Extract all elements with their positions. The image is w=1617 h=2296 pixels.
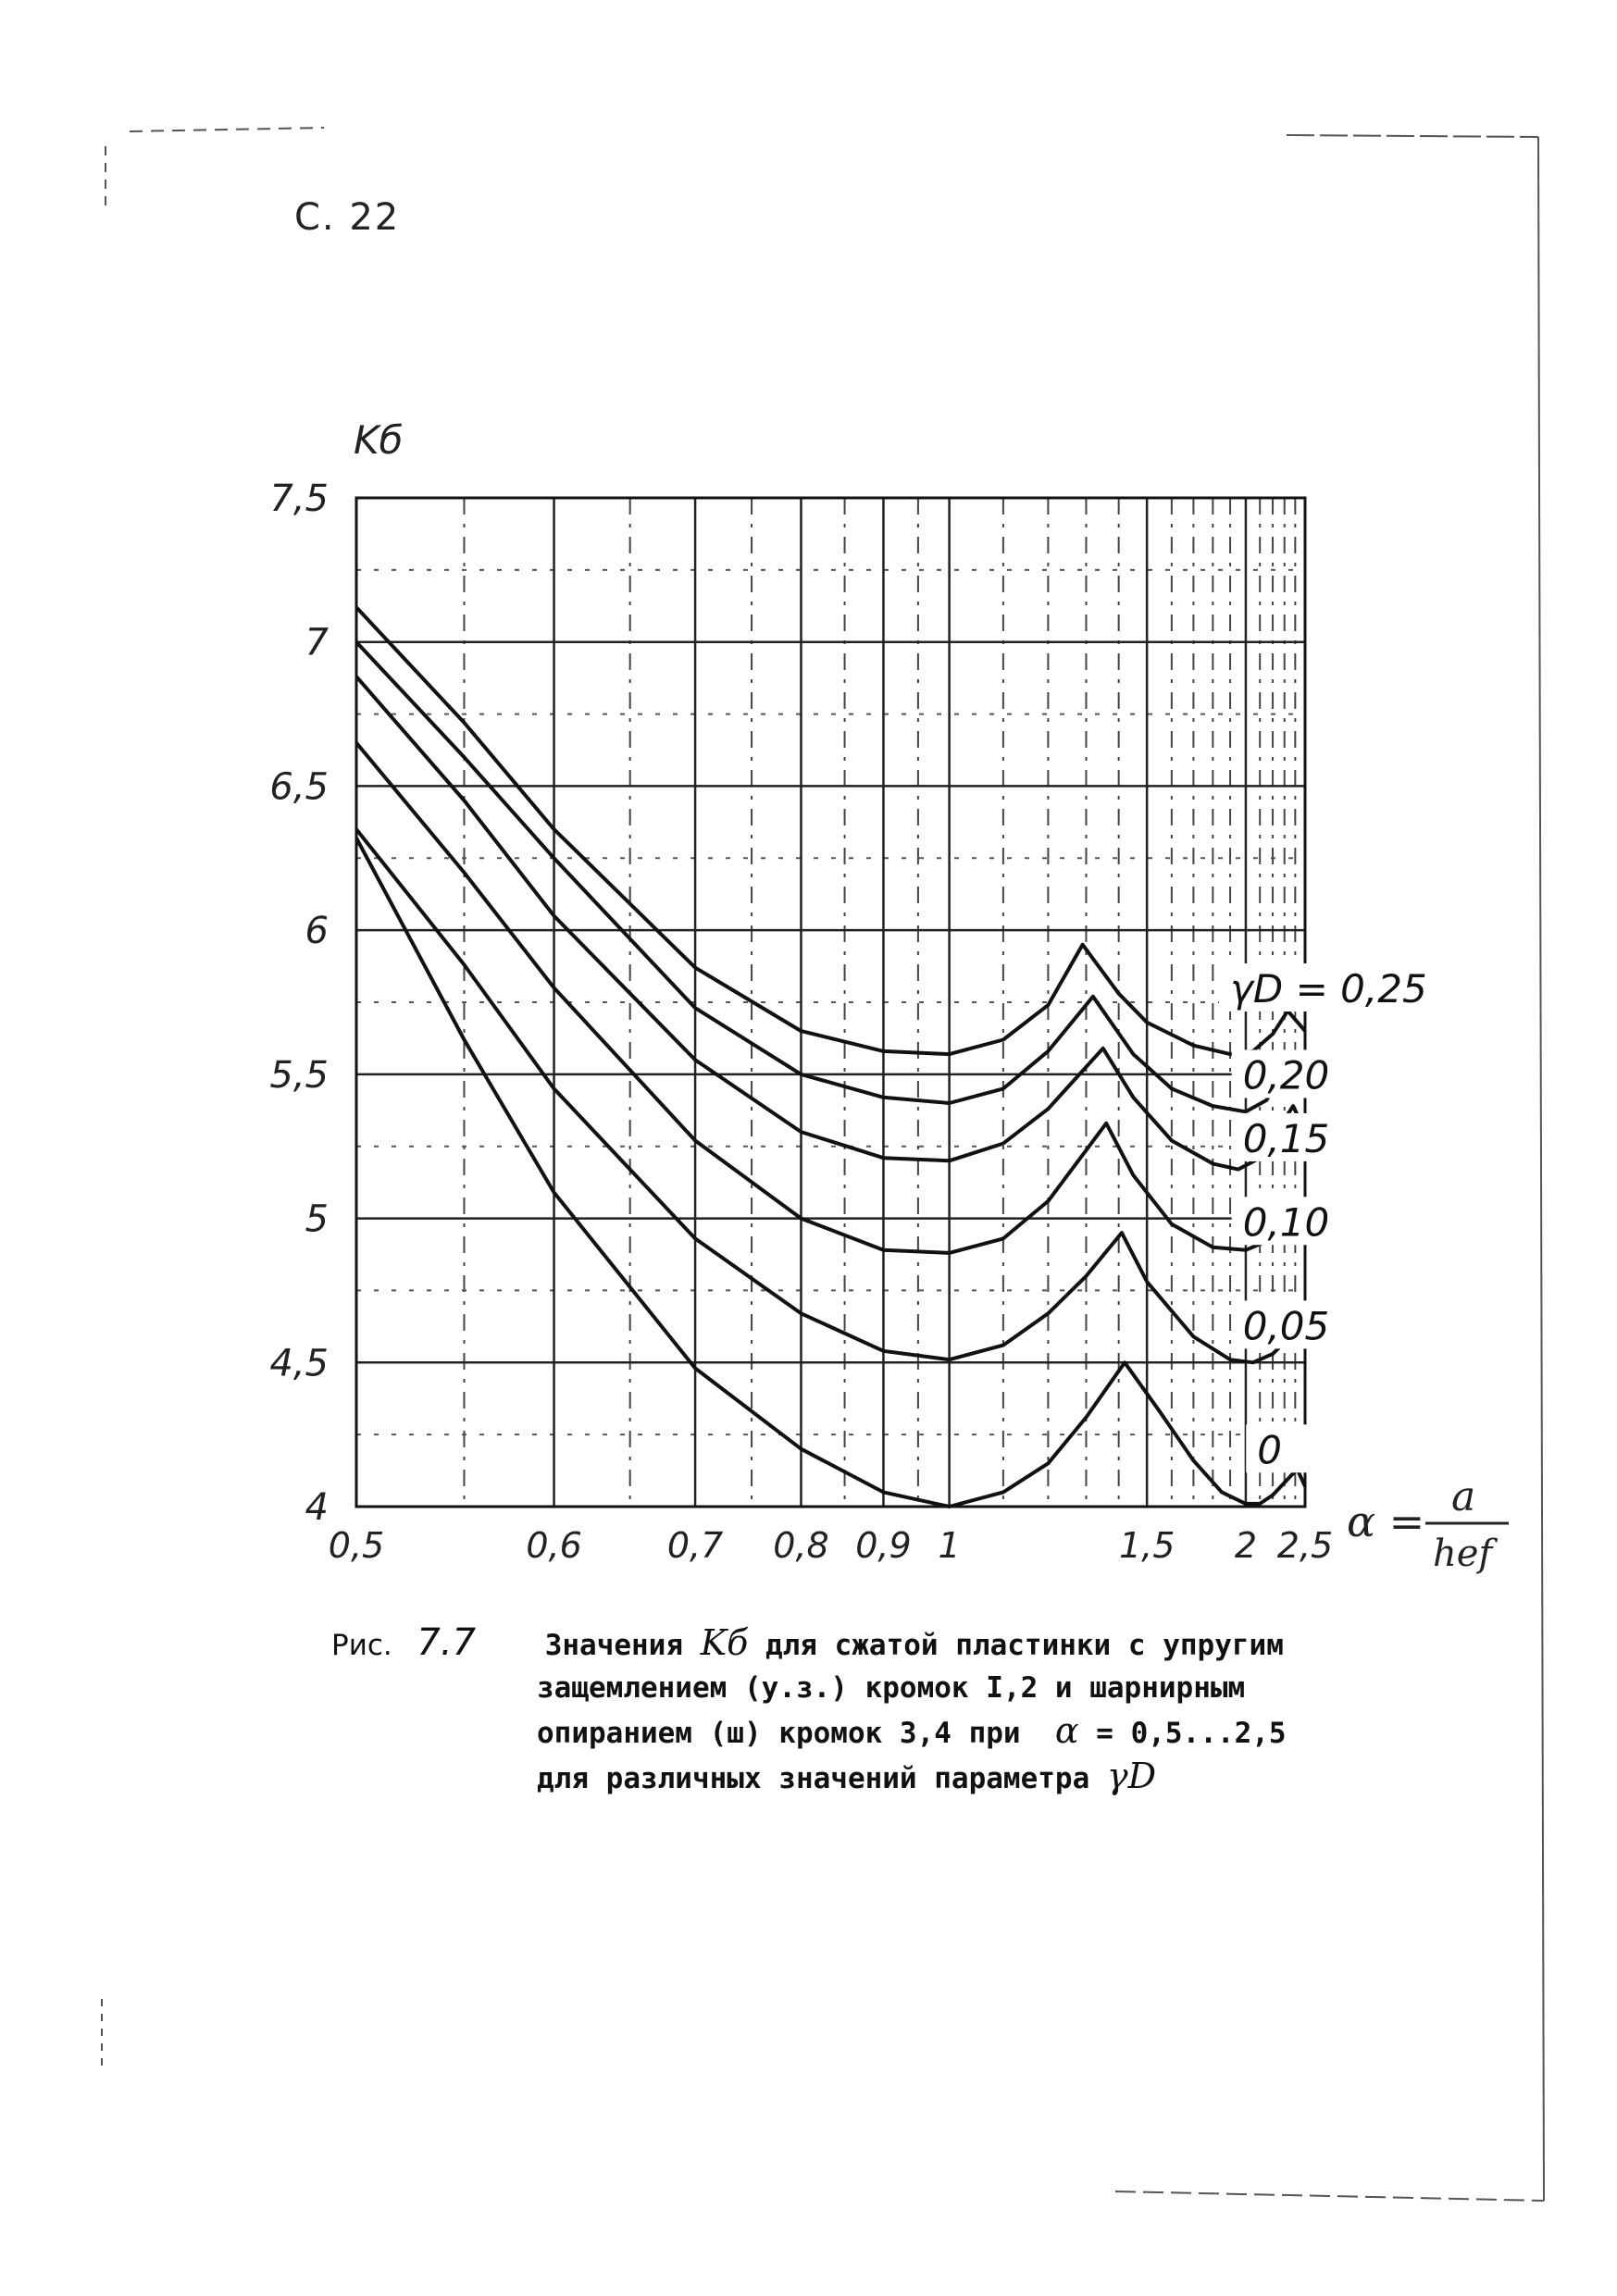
y-tick-label-5: 5 bbox=[305, 1198, 329, 1241]
caption-text-4a: для различных значений параметра bbox=[537, 1762, 1090, 1795]
caption-text-1a: Значения bbox=[544, 1629, 684, 1662]
y-tick-label-3: 6 bbox=[305, 910, 329, 953]
curve-gamma-3 bbox=[356, 743, 1305, 1253]
x-tick-label-1: 0,6 bbox=[526, 1525, 582, 1566]
curve-label-5: 0 bbox=[1257, 1427, 1282, 1473]
minor-grid bbox=[356, 498, 1305, 1507]
curve-gamma-0 bbox=[356, 607, 1305, 1054]
y-tick-label-0: 7,5 bbox=[269, 478, 329, 520]
y-tick-label-7: 4 bbox=[305, 1486, 329, 1529]
y-tick-label-6: 4,5 bbox=[269, 1342, 329, 1385]
x-tick-label-4: 0,9 bbox=[855, 1525, 912, 1566]
y-tick-label-4: 5,5 bbox=[269, 1053, 329, 1097]
y-tick-label-1: 7 bbox=[305, 621, 329, 664]
x-tick-label-3: 0,8 bbox=[773, 1525, 829, 1566]
curve-gamma-1 bbox=[356, 642, 1305, 1112]
x-tick-label-2: 0,7 bbox=[666, 1525, 724, 1566]
x-tick-label-0: 0,5 bbox=[328, 1525, 385, 1566]
page-number: С. 22 bbox=[294, 196, 401, 239]
figure-number: 7.7 bbox=[417, 1621, 477, 1664]
figure-label: Рис. bbox=[331, 1629, 392, 1662]
x-axis-label-denominator: hef bbox=[1433, 1533, 1493, 1575]
caption-symbol-k: Kб bbox=[700, 1622, 749, 1663]
curve-label-4: 0,05 bbox=[1242, 1303, 1330, 1349]
curve-label-0: γD = 0,25 bbox=[1230, 966, 1427, 1011]
caption-line-2: защемлением (у.з.) кромок I,2 и шарнирным bbox=[537, 1671, 1246, 1705]
y-axis-label: Kб bbox=[354, 417, 404, 463]
curve-label-3: 0,10 bbox=[1242, 1199, 1330, 1246]
y-tick-label-2: 6,5 bbox=[269, 765, 329, 809]
caption-line-4 bbox=[331, 1755, 1396, 1800]
caption-symbol-gamma: γD bbox=[1106, 1756, 1157, 1796]
caption-text-1b: для сжатой пластинки с упругим bbox=[765, 1629, 1284, 1662]
caption-line-1 bbox=[331, 1621, 1396, 1667]
x-tick-label-6: 1,5 bbox=[1118, 1525, 1175, 1566]
figure-caption bbox=[331, 1621, 1396, 1800]
caption-line-3 bbox=[331, 1709, 1396, 1755]
curve-label-1: 0,20 bbox=[1242, 1052, 1330, 1098]
caption-text-3a: опиранием (ш) кромок 3,4 при bbox=[537, 1717, 1021, 1750]
x-axis-label-lhs: α = bbox=[1347, 1496, 1425, 1546]
caption-symbol-alpha: α bbox=[1054, 1710, 1079, 1751]
x-axis-label bbox=[1347, 1473, 1509, 1575]
curve-gamma-5 bbox=[356, 838, 1305, 1508]
caption-text-3b: = 0,5...2,5 bbox=[1096, 1717, 1287, 1750]
curve-labels bbox=[1219, 963, 1450, 1472]
x-axis-label-numerator: a bbox=[1451, 1473, 1476, 1520]
curve-label-2: 0,15 bbox=[1242, 1115, 1330, 1161]
x-tick-label-8: 2,5 bbox=[1276, 1525, 1334, 1566]
curve-group bbox=[356, 607, 1305, 1507]
x-tick-label-7: 2 bbox=[1234, 1525, 1258, 1566]
x-tick-label-5: 1 bbox=[938, 1525, 961, 1566]
